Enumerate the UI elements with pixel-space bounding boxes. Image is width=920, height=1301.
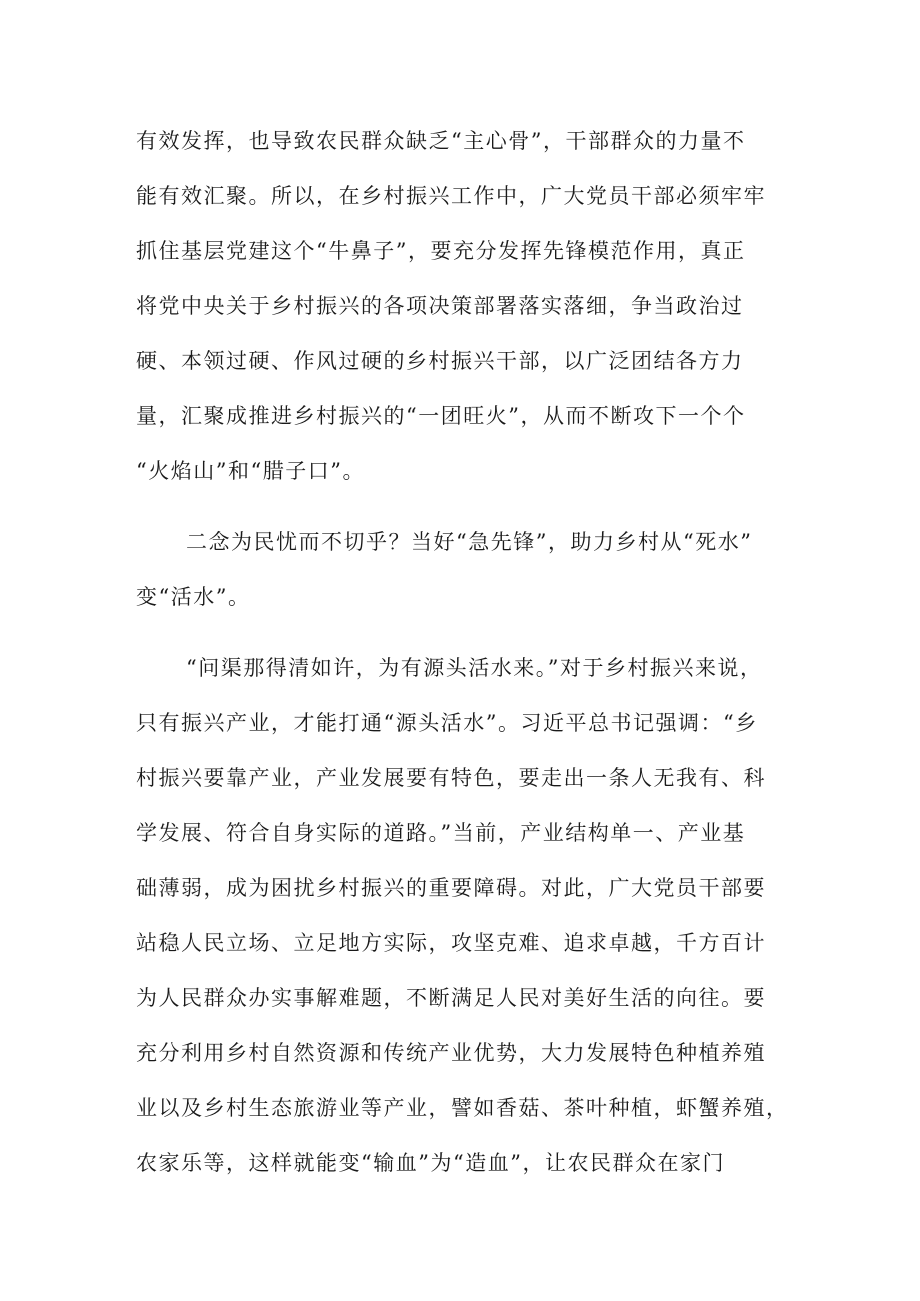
paragraph-1-line-1: 有效发挥，也导致农民群众缺乏“主心骨”，干部群众的力量不 <box>136 129 746 153</box>
section-heading-line-2: 变“活水”。 <box>136 585 251 609</box>
paragraph-1-line-4: 将党中央关于乡村振兴的各项决策部署落实落细，争当政治过 <box>136 294 744 318</box>
paragraph-1-line-7: “火焰山”和“腊子口”。 <box>136 459 365 483</box>
paragraph-2-line-8: 充分利用乡村自然资源和传统产业优势，大力发展特色种植养殖 <box>136 1041 766 1065</box>
paragraph-2-line-2: 只有振兴产业，才能打通“源头活水”。习近平总书记强调：“乡 <box>136 711 758 735</box>
paragraph-2-line-6: 站稳人民立场、立足地方实际，攻坚克难、追求卓越，千方百计 <box>136 931 766 955</box>
paragraph-2-line-10: 农家乐等，这样就能变“输血”为“造血”，让农民群众在家门 <box>136 1151 725 1175</box>
paragraph-2-line-3: 村振兴要靠产业，产业发展要有特色，要走出一条人无我有、科 <box>136 766 766 790</box>
paragraph-1-line-5: 硬、本领过硬、作风过硬的乡村振兴干部，以广泛团结各方力 <box>136 349 744 373</box>
paragraph-1-line-6: 量，汇聚成推进乡村振兴的“一团旺火”，从而不断攻下一个个 <box>136 404 746 428</box>
paragraph-2-line-7: 为人民群众办实事解难题，不断满足人民对美好生活的向往。要 <box>136 986 766 1010</box>
paragraph-2-line-1: “问渠那得清如许，为有源头活水来。”对于乡村振兴来说， <box>186 656 763 680</box>
paragraph-2-line-4: 学发展、符合自身实际的道路。”当前，产业结构单一、产业基 <box>136 821 746 845</box>
section-heading-line-1: 二念为民忧而不切乎？当好“急先锋”，助力乡村从“死水” <box>186 530 753 554</box>
paragraph-2-line-9: 业以及乡村生态旅游业等产业，譬如香菇、茶叶种植，虾蟹养殖， <box>136 1096 789 1120</box>
paragraph-1-line-3: 抓住基层党建这个“牛鼻子”，要充分发挥先锋模范作用，真正 <box>136 239 746 263</box>
paragraph-1-line-2: 能有效汇聚。所以，在乡村振兴工作中，广大党员干部必须牢牢 <box>136 184 766 208</box>
paragraph-2-line-5: 础薄弱，成为困扰乡村振兴的重要障碍。对此，广大党员干部要 <box>136 876 766 900</box>
